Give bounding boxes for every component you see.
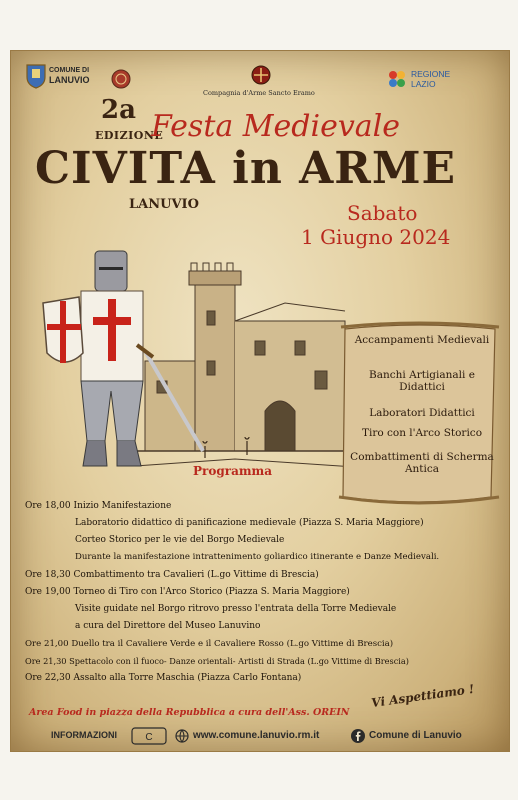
schedule-text: Corteo Storico per le vie del Borgo Medievale (75, 535, 285, 545)
event-date: 1 Giugno 2024 (301, 225, 451, 249)
schedule-text: Durante la manifestazione intrattenimento goliardico itinerante e Danze Medievali. (75, 552, 440, 562)
regione-label-top: REGIONE (411, 69, 451, 79)
schedule-text: Torneo di Tiro con l'Arco Storico (Piazza S. Maria Maggiore) (73, 587, 350, 597)
comune-label-name: LANUVIO (49, 75, 90, 85)
schedule-row (25, 587, 350, 598)
schedule-time: Ore 21,00 (25, 639, 69, 649)
main-title: CIVITA in ARME (35, 143, 457, 194)
event-poster (10, 50, 510, 752)
schedule-row (25, 639, 393, 650)
festa-title: Festa Medievale (151, 109, 401, 144)
compagnia-emblem-icon (251, 65, 271, 85)
programma-label: Programma (193, 464, 273, 478)
schedule-list (25, 501, 495, 701)
knight-and-tower-illustration (25, 241, 371, 481)
schedule-text: Spettacolo con il fuoco- Danze orientali- Artisti di Strada (L.go Vittime di Brescia) (69, 656, 409, 666)
info-logo-icon (131, 727, 167, 745)
activity-item: Tiro con l'Arco Storico (361, 427, 483, 439)
schedule-text: Duello tra il Cavaliere Verde e il Cavaliere Rosso (L.go Vittime di Brescia) (71, 639, 394, 649)
facebook-link[interactable]: Comune di Lanuvio (369, 730, 462, 741)
activity-item: Accampamenti Medievali (354, 334, 490, 346)
schedule-time: Ore 18,30 (25, 570, 71, 580)
schedule-text: Visite guidate nel Borgo ritrovo presso l'entrata della Torre Medievale (75, 604, 397, 614)
schedule-text: Laboratorio didattico di panificazione medievale (Piazza S. Maria Maggiore) (75, 518, 424, 528)
schedule-row (75, 535, 284, 546)
schedule-text: a cura del Direttore del Museo Lanuvino (75, 621, 261, 631)
schedule-text: Assalto alla Torre Maschia (Piazza Carlo Fontana) (73, 673, 302, 683)
compagnia-label: Compagnia d'Arme Sancto Eramo (203, 89, 315, 97)
comune-crest-icon (25, 63, 47, 89)
regione-logo-icon (387, 69, 407, 89)
schedule-row (25, 501, 171, 512)
schedule-text: Inizio Manifestazione (73, 501, 172, 511)
edition-word: EDIZIONE (95, 129, 164, 142)
website-link[interactable]: www.comune.lanuvio.rm.it (193, 730, 320, 741)
globe-icon (175, 729, 189, 743)
activity-item: Combattimenti di Scherma Antica (350, 451, 494, 475)
activity-item: Laboratori Didattici (369, 407, 475, 419)
schedule-text: Combattimento tra Cavalieri (L.go Vittime di Brescia) (73, 570, 319, 580)
schedule-row (75, 604, 396, 615)
footer-contacts (51, 727, 491, 747)
schedule-time: Ore 22,30 (25, 673, 71, 683)
event-day: Sabato (347, 201, 418, 225)
edition-number: 2a (101, 95, 136, 125)
schedule-row (75, 621, 260, 632)
seal-icon (111, 69, 131, 89)
town-name: LANUVIO (129, 197, 199, 212)
schedule-row (75, 552, 439, 563)
comune-label-top: COMUNE DI (49, 67, 90, 74)
closing-message: Vi Aspettiamo ! (370, 681, 475, 711)
schedule-row (75, 518, 424, 529)
schedule-time: Ore 21,30 (25, 656, 67, 666)
info-label: INFORMAZIONI (51, 730, 117, 740)
activity-item: Banchi Artigianali e Didattici (369, 369, 475, 393)
facebook-icon (351, 729, 365, 743)
schedule-time: Ore 18,00 (25, 501, 71, 511)
schedule-time: Ore 19,00 (25, 587, 71, 597)
schedule-row (25, 656, 409, 667)
svg-text:C: C (145, 732, 153, 743)
regione-label-name: LAZIO (411, 79, 436, 89)
schedule-row (25, 673, 301, 684)
food-area-note: Area Food in piazza della Repubblica a cura dell'Ass. OREIN (29, 707, 350, 718)
schedule-row (25, 570, 319, 581)
